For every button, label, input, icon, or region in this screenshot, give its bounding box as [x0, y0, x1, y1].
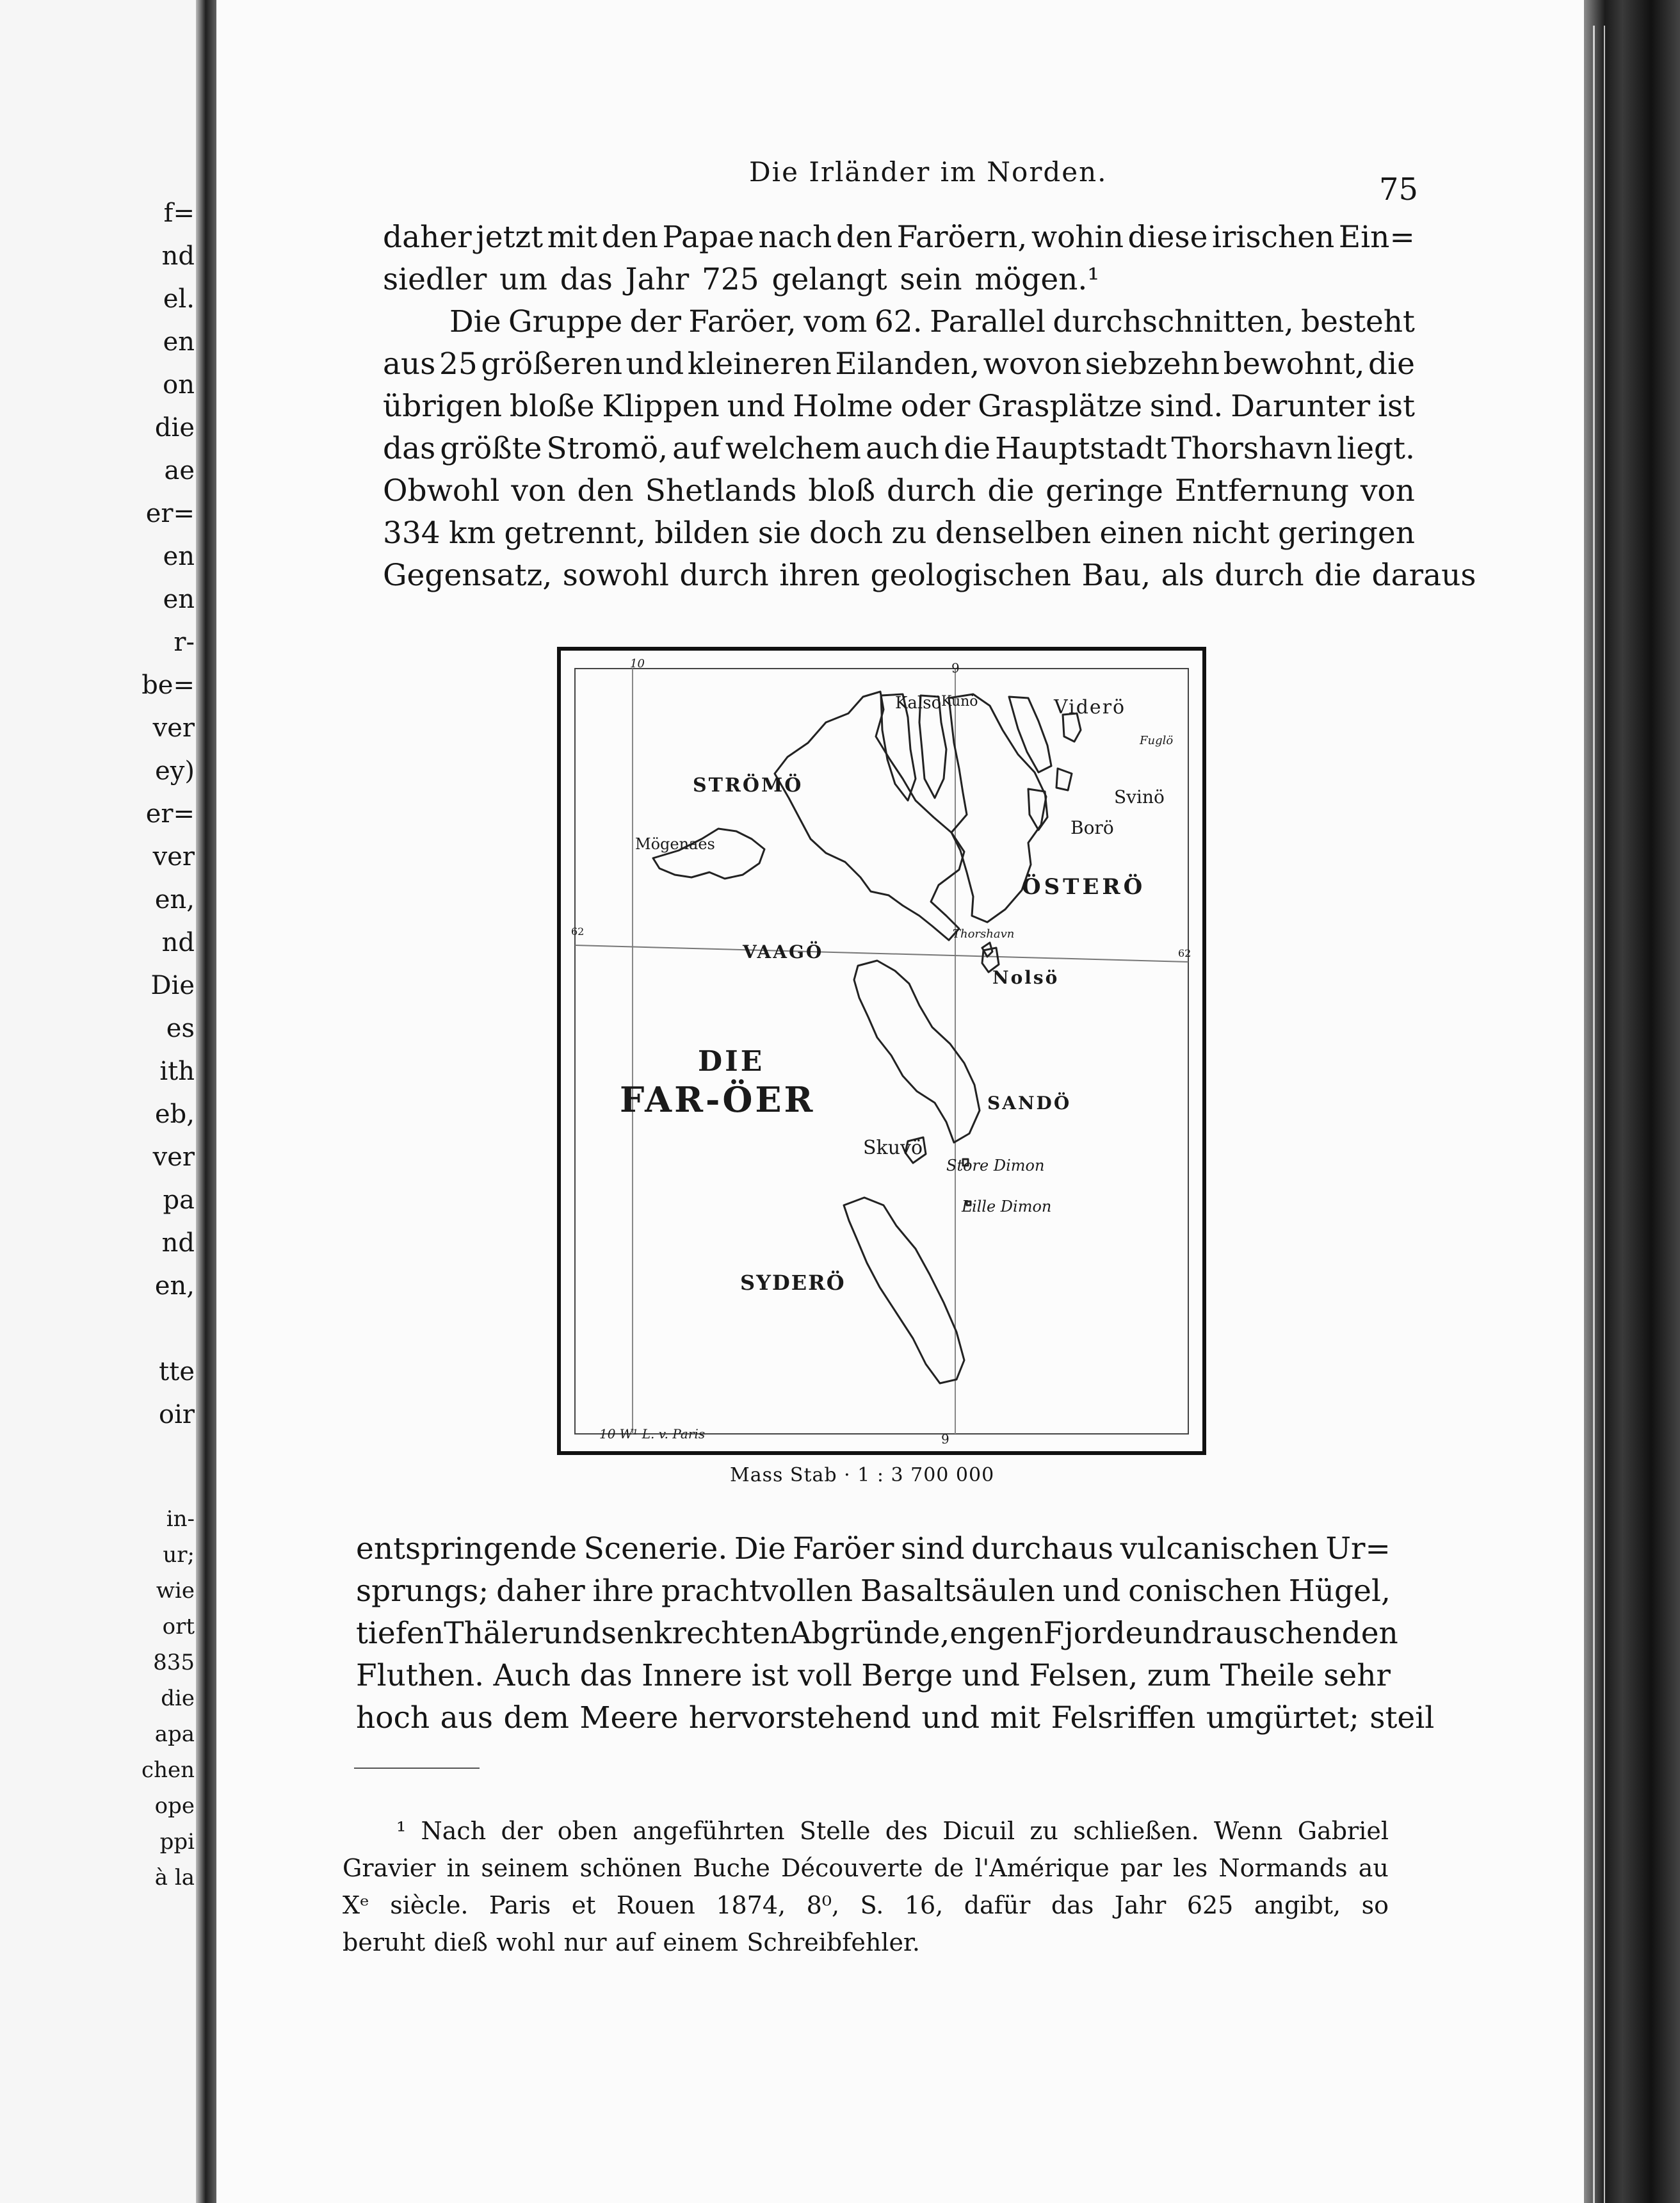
word: Basaltsäulen [860, 1573, 1055, 1609]
page-number: 75 [1379, 172, 1419, 207]
word: senkrechten [601, 1616, 790, 1651]
label-videro: Viderö [1054, 696, 1126, 719]
word: getrennt, [504, 516, 646, 551]
word: denselben [935, 516, 1092, 551]
word: sein [900, 262, 962, 297]
word: nach [758, 220, 832, 255]
word: schönen [579, 1854, 682, 1882]
grid-lat-right: 62 [1178, 947, 1191, 959]
word: Buche [693, 1854, 770, 1882]
word: auch [866, 431, 939, 466]
label-kuno: Kunö [941, 694, 978, 710]
word: 16, [904, 1891, 944, 1919]
word: Ein= [1338, 220, 1415, 255]
word: Shetlands [645, 473, 797, 508]
left-page-fragment: el. [163, 284, 195, 314]
word: angeführten [633, 1817, 785, 1845]
body-top-line [383, 470, 1415, 512]
left-page-fragment: ey) [155, 756, 195, 786]
left-page-fragment: es [166, 1014, 195, 1043]
word: sind [901, 1531, 965, 1566]
left-page-fragment: ver [152, 842, 195, 872]
left-page-footnote-fragment: ppi [159, 1829, 195, 1855]
word: entspringende [356, 1531, 578, 1566]
word: Gegensatz, [383, 558, 553, 593]
word: bewohnt, [1223, 346, 1365, 382]
word: zu [891, 516, 927, 551]
grid-lon-top-mid: 9 [951, 660, 960, 676]
word: Abgründe, [789, 1616, 950, 1651]
word: Wenn [1213, 1817, 1283, 1845]
word: Paris [489, 1891, 551, 1919]
word: einen [1099, 516, 1184, 551]
word: die [987, 473, 1035, 508]
word: die [1368, 346, 1415, 382]
word: rauschenden [1201, 1616, 1398, 1651]
left-page-footnote-fragment: 835 [153, 1650, 195, 1675]
word: mögen.¹ [974, 262, 1100, 297]
body-top-line [383, 259, 1415, 301]
left-page-footnote-fragment: ort [162, 1614, 195, 1639]
left-page-fragment: r- [174, 628, 195, 657]
word: das [1051, 1891, 1094, 1919]
faroe-islands-map [557, 647, 1206, 1467]
word: und [1143, 1616, 1202, 1651]
word: Parallel [930, 304, 1046, 339]
label-thorshavn: Thorshavn [953, 927, 1015, 941]
word: wovon [983, 346, 1082, 382]
word: siedler [383, 262, 487, 297]
word: Bau, [1081, 558, 1151, 593]
word: sprungs; [356, 1573, 489, 1609]
label-ostero: ÖSTERÖ [1022, 874, 1146, 900]
grid-bottom-left: 10 W¹ L. v. Paris [599, 1426, 706, 1442]
label-svino: Svinö [1114, 786, 1165, 808]
word: hoch [356, 1700, 430, 1736]
word: Felsriffen [1051, 1700, 1196, 1736]
word: und [727, 389, 786, 424]
body-top-line [383, 301, 1415, 343]
grid-bottom-mid: 9 [941, 1431, 949, 1447]
word: Eilanden, [835, 346, 980, 382]
word: 25 [439, 346, 478, 382]
word: und [1062, 1573, 1121, 1609]
map-scale: Mass Stab · 1 : 3 700 000 [730, 1464, 995, 1486]
word: ¹ [396, 1817, 407, 1845]
word: durchaus [971, 1531, 1113, 1566]
left-page-fragment: ver [152, 1142, 195, 1172]
map-outer-frame [559, 649, 1204, 1453]
label-mogenaes: Mögenaes [635, 835, 715, 853]
word: der [501, 1817, 543, 1845]
body-top-line [383, 555, 1476, 597]
word: das [560, 262, 613, 297]
word: und [962, 1658, 1020, 1693]
word: die [944, 431, 990, 466]
word: die [1314, 558, 1362, 593]
word: sowohl [562, 558, 669, 593]
word: de [933, 1854, 964, 1882]
word: geologischen [870, 558, 1071, 593]
word: Découverte [781, 1854, 923, 1882]
word: 334 [383, 516, 440, 551]
word: 725 [702, 262, 759, 297]
word: das [383, 431, 436, 466]
left-page-fragment: f= [163, 199, 195, 228]
word: so [1361, 1891, 1389, 1919]
left-page-fragment: ver [152, 713, 195, 743]
word: Stelle [799, 1817, 871, 1845]
left-page-fragment: ae [164, 456, 195, 485]
left-page-fragment: Die [150, 971, 195, 1000]
word: umgürtet; [1206, 1700, 1359, 1736]
word: aus [440, 1700, 494, 1736]
word: les [1173, 1854, 1208, 1882]
word: daher [496, 1573, 585, 1609]
word: Nach [421, 1817, 487, 1845]
left-page-footnote-fragment: die [161, 1686, 195, 1711]
word: größeren [481, 346, 622, 382]
left-page-fragment: be= [141, 671, 195, 700]
word: Jahr [625, 262, 690, 297]
word: Gabriel [1297, 1817, 1389, 1845]
word: oben [557, 1817, 618, 1845]
word: wohl [496, 1928, 556, 1956]
word: steil [1369, 1700, 1435, 1736]
word: jetzt [476, 220, 544, 255]
body-top-line [383, 386, 1415, 428]
left-page-fragment: on [163, 370, 195, 400]
word: Darunter [1231, 389, 1371, 424]
label-boro: Borö [1070, 817, 1114, 838]
word: dieß [433, 1928, 488, 1956]
left-page-footnote-fragment: chen [141, 1757, 195, 1783]
left-page-fragment: er= [145, 499, 195, 528]
label-nolso: Nolsö [992, 967, 1060, 988]
word: prachtvollen [661, 1573, 853, 1609]
word: angibt, [1254, 1891, 1341, 1919]
footnote-line [343, 1887, 1389, 1924]
word: Meere [579, 1700, 679, 1736]
label-store-dimon: Store Dimon [946, 1157, 1045, 1175]
word: sind. [1149, 389, 1224, 424]
left-page-footnote-fragment: ope [154, 1793, 195, 1819]
word: des [885, 1817, 928, 1845]
footnote-line [343, 1812, 1389, 1849]
word: Gravier [343, 1854, 436, 1882]
left-page-footnote-fragment: wie [156, 1578, 195, 1604]
page-edge-lines [1593, 26, 1605, 2203]
word: Gruppe [508, 304, 623, 339]
word: Thorshavn [1171, 431, 1333, 466]
body-top-line [383, 343, 1415, 386]
word: Jahr [1114, 1891, 1167, 1919]
word: siebzehn [1085, 346, 1220, 382]
word: Felsen, [1029, 1658, 1138, 1693]
label-skuvo: Skuvö [863, 1137, 923, 1159]
left-page-fragment: nd [161, 241, 195, 271]
word: und [626, 346, 684, 382]
label-lille-dimon: Lille Dimon [962, 1198, 1052, 1215]
word: Normands [1218, 1854, 1348, 1882]
word: bloße [509, 389, 595, 424]
word: den [601, 220, 658, 255]
word: den [836, 220, 893, 255]
word: kleineren [687, 346, 832, 382]
word: l'Amérique [974, 1854, 1110, 1882]
word: Grasplätze [978, 389, 1143, 424]
left-page-fragment: er= [145, 799, 195, 829]
word: nur [563, 1928, 607, 1956]
word: besteht [1301, 304, 1415, 339]
body-bottom-line [356, 1697, 1435, 1739]
word: Fjorde [1043, 1616, 1143, 1651]
word: Faröer [792, 1531, 894, 1566]
word: vulcanischen [1120, 1531, 1319, 1566]
body-bottom-line [356, 1528, 1391, 1570]
word: par [1120, 1854, 1162, 1882]
word: in [446, 1854, 471, 1882]
left-page-margin [0, 0, 204, 2203]
word: Schreibfehler. [747, 1928, 921, 1956]
word: km [449, 516, 496, 551]
word: Hügel, [1288, 1573, 1391, 1609]
word: um [499, 262, 547, 297]
word: oder [900, 389, 971, 424]
footnote-rule [354, 1768, 480, 1769]
left-page-footnote-fragment: in- [166, 1506, 195, 1532]
left-page-fragment: nd [161, 1228, 195, 1258]
word: irischen [1211, 220, 1335, 255]
word: und [543, 1616, 601, 1651]
left-page-fragment: nd [161, 928, 195, 957]
word: Auch [493, 1658, 571, 1693]
word: et [571, 1891, 596, 1919]
word: ist [751, 1658, 789, 1693]
body-bottom-line [356, 1570, 1391, 1613]
left-page-footnote-fragment: à la [154, 1865, 195, 1890]
word: wohin [1031, 220, 1124, 255]
label-sando: SANDÖ [987, 1093, 1072, 1114]
word: auf [615, 1928, 655, 1956]
left-page-footnote-fragment: ur; [163, 1542, 195, 1568]
word: Fluthen. [356, 1658, 485, 1693]
left-page-fragment: oir [159, 1400, 195, 1429]
word: mit [547, 220, 598, 255]
body-bottom-line [356, 1655, 1391, 1697]
word: welchem [725, 431, 861, 466]
left-page-fragment: en [163, 585, 195, 614]
word: einem [663, 1928, 739, 1956]
left-page-footnote-fragment: apa [154, 1721, 195, 1747]
word: dem [503, 1700, 569, 1736]
word: diese [1127, 220, 1208, 255]
word: sehr [1323, 1658, 1391, 1693]
word: voll [798, 1658, 852, 1693]
word: Xᵉ [343, 1891, 369, 1919]
word: 1874, [716, 1891, 786, 1919]
word: und [921, 1700, 980, 1736]
word: tiefen [356, 1616, 444, 1651]
map-title-line1: DIE [698, 1045, 765, 1078]
left-page-fragment: ith [159, 1057, 195, 1086]
grid-lat-left: 62 [571, 925, 585, 938]
word: übrigen [383, 389, 503, 424]
word: Scenerie. [583, 1531, 728, 1566]
word: dafür [964, 1891, 1031, 1919]
word: gelangt [771, 262, 887, 297]
word: au [1358, 1854, 1389, 1882]
word: Klippen [602, 389, 720, 424]
word: Thäler [444, 1616, 544, 1651]
word: vom [804, 304, 868, 339]
word: ihre [592, 1573, 654, 1609]
grid-lon-top-left: 10 [630, 657, 645, 671]
left-page-fragment: en [163, 327, 195, 357]
label-vaago: VAAGÖ [743, 941, 824, 963]
word: von [511, 473, 566, 508]
label-fuglo: Fuglö [1140, 734, 1174, 747]
left-page-fragment: en, [154, 1271, 195, 1301]
footnote-line [343, 1924, 1389, 1961]
word: doch [809, 516, 884, 551]
left-page-fragment: die [154, 413, 195, 443]
body-top-line [383, 216, 1415, 259]
running-title: Die Irländer im Norden. [749, 156, 1108, 188]
book-gutter [196, 0, 218, 2203]
word: ihren [779, 558, 860, 593]
word: conischen [1128, 1573, 1281, 1609]
word: Entfernung [1174, 473, 1349, 508]
left-page-fragment: eb, [155, 1100, 195, 1129]
word: Hauptstadt [995, 431, 1167, 466]
map-title-line2: FAR-ÖER [620, 1079, 816, 1120]
word: Dicuil [942, 1817, 1015, 1845]
word: Faröern, [896, 220, 1028, 255]
word: durch [679, 558, 769, 593]
word: Ur= [1325, 1531, 1391, 1566]
word: bloß [808, 473, 876, 508]
word: ist [1377, 389, 1415, 424]
word: S. [860, 1891, 884, 1919]
left-page-fragment: tte [159, 1357, 195, 1386]
left-page-fragment: en, [154, 885, 195, 915]
word: durch [887, 473, 976, 508]
word: zu [1030, 1817, 1058, 1845]
word: durch [1215, 558, 1304, 593]
label-kalso: Kalsö [895, 694, 942, 713]
word: Obwohl [383, 473, 500, 508]
word: Holme [793, 389, 893, 424]
word: nicht [1192, 516, 1270, 551]
word: Stromö, [546, 431, 668, 466]
word: auf [672, 431, 721, 466]
footnote-line [343, 1849, 1389, 1887]
body-bottom-line [356, 1613, 1398, 1655]
word: beruht [343, 1928, 426, 1956]
label-sydero: SYDERÖ [740, 1271, 846, 1295]
word: Innere [642, 1658, 743, 1693]
word: von [1360, 473, 1415, 508]
label-stromo: STRÖMÖ [693, 774, 804, 797]
left-page-fragment: pa [163, 1185, 195, 1215]
word: Faröer, [688, 304, 796, 339]
word: seinem [481, 1854, 569, 1882]
word: größte [440, 431, 542, 466]
word: durchschnitten, [1053, 304, 1294, 339]
word: daher [383, 220, 472, 255]
word: Berge [861, 1658, 953, 1693]
word: der [629, 304, 681, 339]
word: Die [449, 304, 501, 339]
word: Theile [1220, 1658, 1314, 1693]
word: 8⁰, [806, 1891, 840, 1919]
word: Rouen [616, 1891, 695, 1919]
word: als [1161, 558, 1204, 593]
word: engen [949, 1616, 1044, 1651]
word: liegt. [1337, 431, 1415, 466]
word: daraus [1371, 558, 1476, 593]
word: geringe [1046, 473, 1163, 508]
word: geringen [1278, 516, 1415, 551]
word: bilden [654, 516, 750, 551]
word: 62. [874, 304, 923, 339]
word: hervorstehend [688, 1700, 911, 1736]
word: den [577, 473, 634, 508]
word: schließen. [1073, 1817, 1199, 1845]
word: sie [757, 516, 801, 551]
word: das [579, 1658, 633, 1693]
word: Papae [662, 220, 754, 255]
word: 625 [1186, 1891, 1234, 1919]
word: aus [383, 346, 436, 382]
body-top-line [383, 512, 1415, 555]
word: siècle. [390, 1891, 469, 1919]
word: mit [990, 1700, 1041, 1736]
left-page-fragment: en [163, 542, 195, 571]
word: zum [1147, 1658, 1211, 1693]
body-top-line [383, 428, 1415, 470]
word: Die [734, 1531, 786, 1566]
